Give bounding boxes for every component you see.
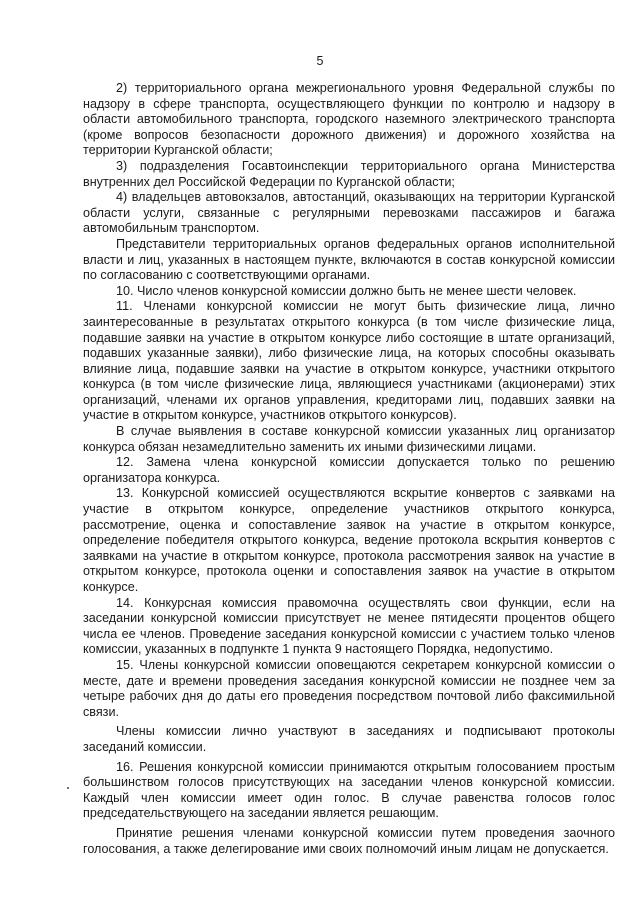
paragraph-12: 12. Замена члена конкурсной комиссии допускается только по решению организатора конкурса. — [83, 455, 615, 485]
paragraph-10: 10. Число членов конкурсной комиссии должно быть не менее шести человек. — [116, 283, 577, 298]
paragraph-item-4: 4) владельцев автовокзалов, автостанций, оказывающих на территории Курганской области услуги, связанные с регулярными перевозками пассажиров и багажа автомобильным транспортом. — [83, 190, 615, 236]
scan-speck — [67, 787, 69, 789]
paragraph-14: 14. Конкурсная комиссия правомочна осуществлять свои функции, если на заседании конкурсной комиссии присутствует не менее пятидесяти процентов общего числа ее членов. Проведение заседания конкурсной комиссии с участием только членов комиссии, указанных в подпункте 1 пункта 9 настоящего Порядка, недопустимо. — [83, 595, 615, 657]
paragraph-item-3: 3) подразделения Госавтоинспекции территориального органа Министерства внутренних дел Российской Федерации по Курганской области; — [83, 158, 615, 189]
paragraph-11: 11. Членами конкурсной комиссии не могут быть физические лица, лично заинтересованные в результатах открытого конкурса (в том числе физические лица, подавшие заявки на участие в открытом конкурсе либо состоящие в штате организаций, подавших указанные заявки), либо физические лица, на которых способны оказывать влияние лица, подавшие заявки на участие в открытом конкурсе, участники открытого конкурса (в том числе физические лица, являющиеся участниками (акционерами) этих организаций, членами их органов управления, кредиторами лиц, подавших заявки на участие в открытом конкурсе, участников открытого конкурсов). — [83, 299, 615, 423]
document-body — [83, 81, 615, 857]
paragraph-11-replacement: В случае выявления в составе конкурсной комиссии указанных лиц организатор конкурса обязан незамедлительно заменить их иными физическими лицами. — [83, 424, 615, 454]
page-number: 5 — [316, 54, 324, 68]
paragraph-representatives: Представители территориальных органов федеральных органов исполнительной власти и лиц, указанных в настоящем пункте, включаются в состав конкурсной комиссии по согласованию с соответствующими органами. — [83, 236, 615, 283]
paragraph-16: 16. Решения конкурсной комиссии принимаются открытым голосованием простым большинством голосов присутствующих на заседании членов конкурсной комиссии. Каждый член комиссии имеет один голос. В случае равенства голосов голос председательствующего на заседании является решающим. — [83, 759, 615, 821]
paragraph-item-2: 2) территориального органа межрегионального уровня Федеральной службы по надзору в сфере транспорта, осуществляющего функции по контролю и надзору в области автомобильного транспорта, городского наземного электрического транспорта (кроме вопросов безопасности дорожного движения) и дорожного хозяйства на территории Курганской области; — [83, 81, 615, 158]
paragraph-15-members: Члены комиссии лично участвуют в заседаниях и подписывают протоколы заседаний комиссии. — [83, 724, 615, 754]
paragraph-15: 15. Члены конкурсной комиссии оповещаются секретарем конкурсной комиссии о месте, дате и времени проведения заседания конкурсной комиссии не позднее чем за четыре рабочих дня до даты его проведения посредством почтовой либо факсимильной связи. — [83, 657, 615, 719]
paragraph-13: 13. Конкурсной комиссией осуществляются вскрытие конвертов с заявками на участие в открытом конкурсе, определение участников открытого конкурса, рассмотрение, оценка и сопоставление заявок на участие в открытом конкурсе, определение победителя открытого конкурса, ведение протокола вскрытия конвертов с заявками на участие в открытом конкурсе, протокола рассмотрения заявок на участие в открытом конкурсе, протокола оценки и сопоставления заявок на участие в открытом конкурсе. — [83, 486, 615, 594]
paragraph-16-absentee: Принятие решения членами конкурсной комиссии путем проведения заочного голосования, а также делегирование ими своих полномочий иным лицам не допускается. — [83, 825, 615, 856]
